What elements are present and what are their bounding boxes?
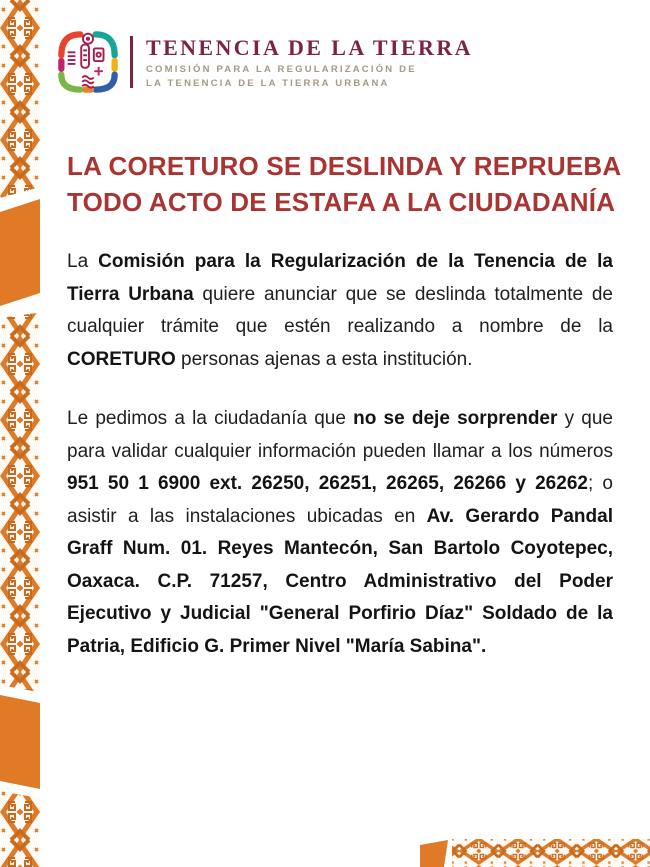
headline-line1: LA CORETURO SE DESLINDA Y REPRUEBA bbox=[67, 151, 622, 181]
headline-line2: TODO ACTO DE ESTAFA A LA CIUDADANÍA bbox=[67, 187, 616, 217]
greca-pattern-vertical-icon bbox=[0, 0, 46, 867]
left-border-pattern bbox=[0, 0, 46, 867]
paragraph-disclaimer: La Comisión para la Regularización de la Tenencia de la Tierra Urbana quiere anunciar que se deslinda totalmente de cualquier trámite que estén realizando a nombre de la CORETURO personas ajenas a esta institución. bbox=[67, 251, 613, 370]
paragraph-contact-info: Le pedimos a la ciudadanía que no se deje sorprender y que para validar cualquier información pueden llamar a los números 951 50 1 6900 ext. 26250, 26251, 26265, 26266 y 26262; o asistir a las instalaciones ubicadas en Av. Gerardo Pandal Graff Num. 01. Reyes Mantecón, San Bartolo Coyotepec, Oaxaca. C.P. 71257, Centro Administrativo del Poder Ejecutivo y Judicial "General Porfirio Díaz" Soldado de la Patria, Edificio G. Primer Nivel "María Sabina". bbox=[67, 408, 613, 657]
org-title: TENENCIA DE LA TIERRA bbox=[146, 35, 473, 60]
headline bbox=[67, 148, 622, 220]
org-subtitle-line1: COMISIÓN PARA LA REGULARIZACIÓN DE bbox=[146, 64, 417, 75]
org-subtitle-line2: LA TENENCIA DE LA TIERRA URBANA bbox=[146, 78, 390, 89]
bottom-right-border-pattern bbox=[420, 837, 650, 867]
announcement-content bbox=[67, 148, 622, 690]
header bbox=[57, 30, 473, 94]
greca-pattern-horizontal-icon bbox=[420, 837, 650, 867]
brand-text bbox=[146, 35, 473, 89]
coreturo-logo-icon bbox=[57, 30, 119, 94]
logo-divider bbox=[130, 36, 133, 88]
